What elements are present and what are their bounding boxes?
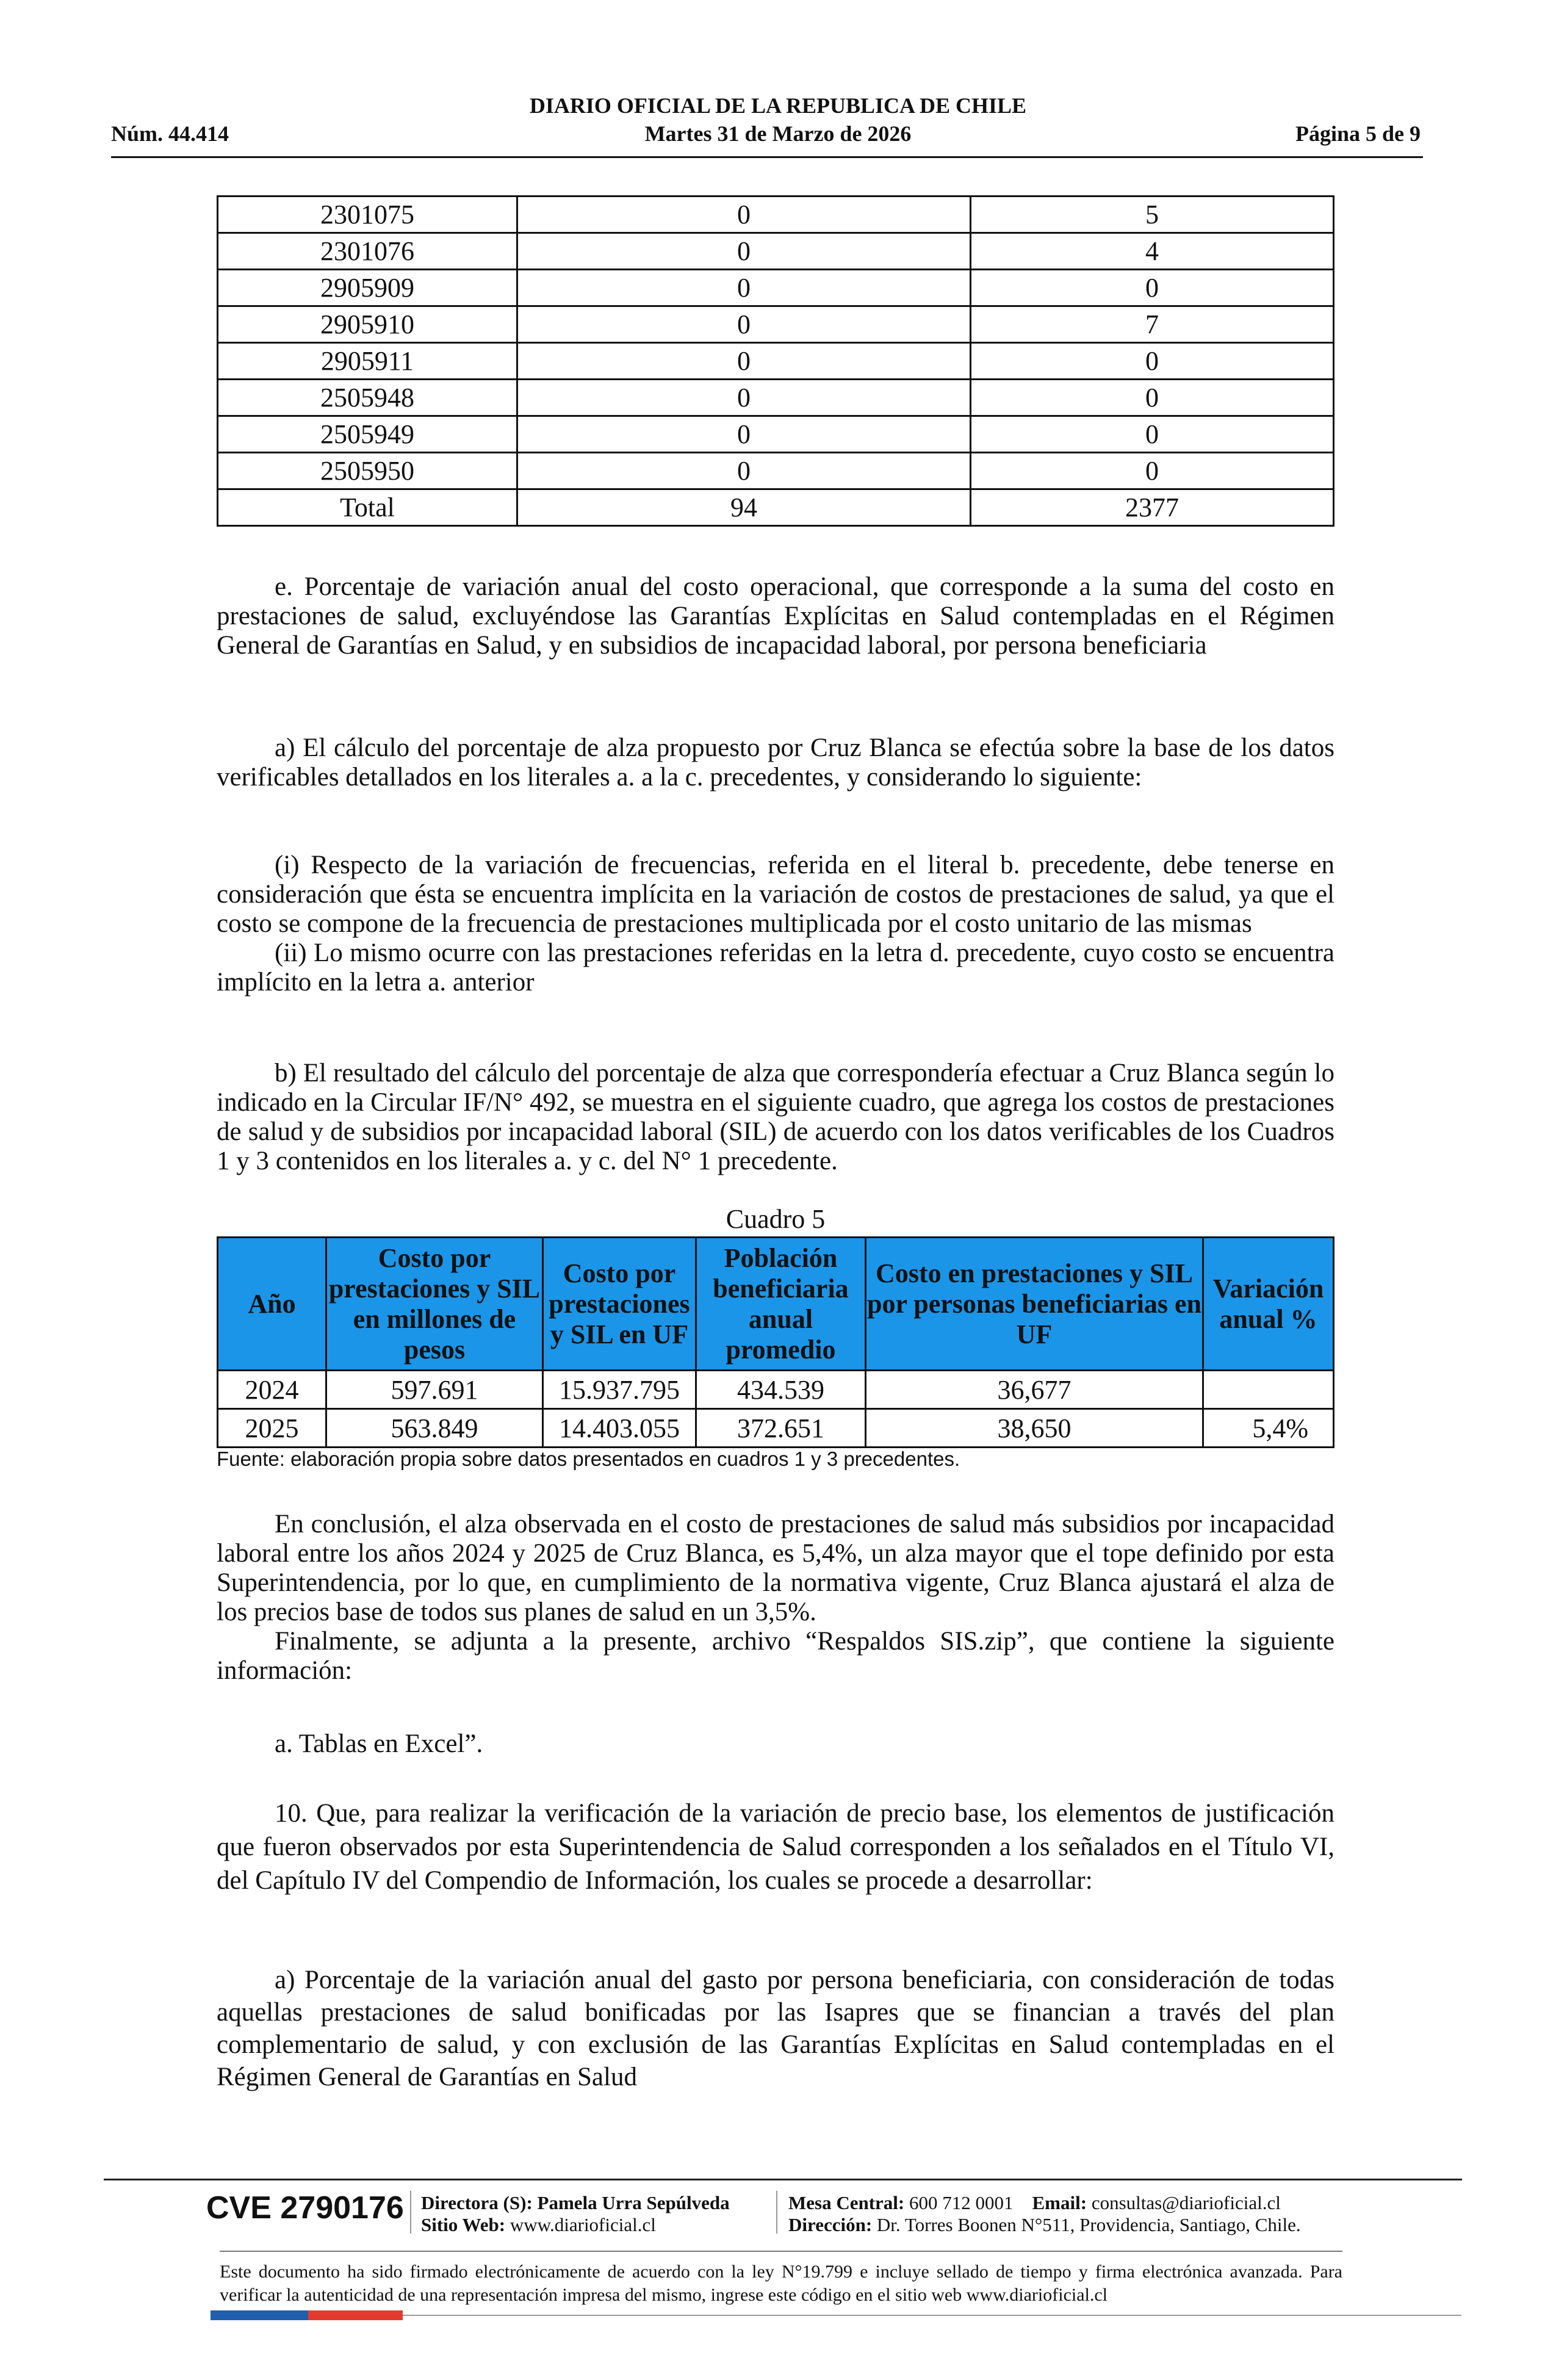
paragraph-text: a. Tablas en Excel”. [275,1729,483,1758]
table-cell: 0 [971,270,1334,306]
paragraph-conclusion [217,1510,1334,1686]
column-header: Variación anual % [1203,1238,1334,1371]
table-cell: 2301076 [218,233,517,270]
paragraph-text: (ii) Lo mismo ocurre con las prestaciones referidas en la letra d. precedente, cuyo costo se encuentra implícito en la letra a. anterior [217,939,1334,997]
director-label: Directora (S): [421,2192,533,2213]
newspaper-title: DIARIO OFICIAL DE LA REPUBLICA DE CHILE [529,93,1027,118]
table-cell: Total [218,489,517,526]
table-cell: 7 [971,306,1334,343]
table-cell: 2905910 [218,306,517,343]
table-cell: 2505948 [218,380,517,416]
table-cell: 2505949 [218,416,517,453]
paragraph-a2 [217,1964,1334,2093]
footer-separator [776,2191,777,2234]
table-cell: 15.937.795 [543,1371,696,1409]
table-cell: 5,4% [1203,1409,1334,1448]
table-row [218,416,1334,453]
table-row [218,380,1334,416]
table-cell: 4 [971,233,1334,270]
table-cell: 2905911 [218,343,517,380]
header-divider [111,156,1423,158]
table-source-note: Fuente: elaboración propia sobre datos presentados en cuadros 1 y 3 precedentes. [217,1448,960,1470]
paragraph-text: Finalmente, se adjunta a la presente, archivo “Respaldos SIS.zip”, que contiene la siguiente información: [217,1627,1334,1685]
table-cell: 0 [517,380,971,416]
paragraph-i-ii [217,851,1334,997]
paragraph-text: a) Porcentaje de la variación anual del gasto por persona beneficiaria, con consideración de todas aquellas prestaciones de salud bonificadas por las Isapres que se financian a través del plan complementario de salud, y con exclusión de las Garantías Explícitas en Salud contempladas en el Régimen General de Garantías en Salud [217,1966,1334,2091]
paragraph-10 [217,1797,1334,1897]
table-row [218,1409,1334,1448]
website-link[interactable]: www.diarioficial.cl [510,2214,656,2235]
email-link[interactable]: consultas@diarioficial.cl [1091,2192,1281,2213]
issue-number: Núm. 44.414 [111,121,229,146]
table-cell: 2025 [218,1409,326,1448]
table-cell: 14.403.055 [543,1409,696,1448]
table-cell: 0 [517,270,971,306]
table-cell: 2377 [971,489,1334,526]
email-label: Email: [1032,2192,1087,2213]
paragraph-text: b) El resultado del cálculo del porcentaje de alza que correspondería efectuar a Cruz Blanca según lo indicado en la Circular IF/N° 492, se muestra en el siguiente cuadro, que agrega los costos de prestaciones de salud y de subsidios por incapacidad laboral (SIL) de acuerdo con los datos verificables de los Cuadros 1 y 3 contenidos en los literales a. y c. del N° 1 precedente. [217,1059,1334,1175]
table-cell: 2024 [218,1371,326,1409]
table-cell: 434.539 [696,1371,866,1409]
table-row [218,197,1334,233]
table-cell: 2301075 [218,197,517,233]
cuadro5-table [217,1236,1334,1448]
footer-separator [410,2191,411,2234]
paragraph-text: (i) Respecto de la variación de frecuencias, referida en el literal b. precedente, debe tenerse en consideración que ésta se encuentra implícita en la variación de costos de prestaciones de salud, ya que el costo se compone de la frecuencia de prestaciones multiplicada por el costo unitario de las mismas [217,851,1334,938]
paragraph-text: 10. Que, para realizar la verificación de la variación de precio base, los elementos de justificación que fueron observados por esta Superintendencia de Salud corresponden a los señalados en el Título VI, del Capítulo IV del Compendio de Información, los cuales se procede a desarrollar: [217,1799,1334,1895]
column-header: Año [218,1238,326,1371]
table-cell: 0 [517,233,971,270]
mesa-phone: 600 712 0001 [909,2192,1014,2213]
table-row [218,270,1334,306]
table-row [218,306,1334,343]
table-caption: Cuadro 5 [726,1204,826,1234]
director-name: Pamela Urra Sepúlveda [537,2192,730,2213]
footer-divider [220,2251,1342,2252]
cve-code: CVE 2790176 [206,2190,404,2226]
flag-stripe-red [308,2310,403,2320]
table-cell: 0 [517,343,971,380]
table-cell: 38,650 [866,1409,1203,1448]
column-header: Costo por prestaciones y SIL en millones de pesos [326,1238,543,1371]
table-cell: 0 [971,416,1334,453]
table-row [218,343,1334,380]
paragraph-b [217,1059,1334,1176]
codes-table [217,195,1334,527]
paragraph-text: e. Porcentaje de variación anual del costo operacional, que corresponde a la suma del costo en prestaciones de salud, excluyéndose las Garantías Explícitas en Salud contempladas en el Régimen General de Garantías en Salud, y en subsidios de incapacidad laboral, por persona beneficiaria [217,572,1334,660]
table-row [218,1371,1334,1409]
table-cell: 0 [517,453,971,489]
table-cell: 2505950 [218,453,517,489]
table-cell: 0 [971,380,1334,416]
website-label: Sitio Web: [421,2214,506,2235]
table-cell [1203,1371,1334,1409]
footer-director-block [421,2192,730,2236]
mesa-label: Mesa Central: [788,2192,905,2213]
paragraph-tablas [217,1729,1334,1759]
table-cell: 94 [517,489,971,526]
table-cell: 5 [971,197,1334,233]
table-cell: 0 [517,306,971,343]
table-total-row [218,489,1334,526]
table-cell: 372.651 [696,1409,866,1448]
flag-stripe-blue [211,2310,308,2320]
paragraph-text: a) El cálculo del porcentaje de alza propuesto por Cruz Blanca se efectúa sobre la base de los datos verificables detallados en los literales a. a la c. precedentes, y considerando lo siguiente: [217,734,1334,792]
issue-date: Martes 31 de Marzo de 2026 [644,121,912,146]
table-cell: 36,677 [866,1371,1203,1409]
table-cell: 0 [517,197,971,233]
address-text: Dr. Torres Boonen N°511, Providencia, Santiago, Chile. [876,2214,1301,2235]
table-row [218,453,1334,489]
table-cell: 563.849 [326,1409,543,1448]
paragraph-text: En conclusión, el alza observada en el costo de prestaciones de salud más subsidios por incapacidad laboral entre los años 2024 y 2025 de Cruz Blanca, es 5,4%, un alza mayor que el tope definido por esta Superintendencia, por lo que, en cumplimiento de la normativa vigente, Cruz Blanca ajustará el alza de los precios base de todos sus planes de salud en un 3,5%. [217,1510,1334,1626]
page-indicator: Página 5 de 9 [1295,121,1421,146]
paragraph-a [217,734,1334,792]
table-cell: 0 [971,453,1334,489]
table-cell: 597.691 [326,1371,543,1409]
address-label: Dirección: [788,2214,873,2235]
column-header: Población beneficiaria anual promedio [696,1238,866,1371]
legal-notice: Este documento ha sido firmado electrónicamente de acuerdo con la ley N°19.799 e incluye sellado de tiempo y firma electrónica avanzada. Para verificar la autenticidad de una representación impresa del mismo, ingrese este código en el sitio web www.diarioficial.cl [220,2262,1342,2305]
footer-divider [104,2179,1462,2180]
table-header-row [218,1238,1334,1371]
table-cell: 0 [971,343,1334,380]
table-cell: 2905909 [218,270,517,306]
table-row [218,233,1334,270]
column-header: Costo en prestaciones y SIL por personas beneficiarias en UF [866,1238,1203,1371]
paragraph-e [217,572,1334,660]
footer-contact-block [788,2192,1301,2236]
column-header: Costo por prestaciones y SIL en UF [543,1238,696,1371]
table-cell: 0 [517,416,971,453]
